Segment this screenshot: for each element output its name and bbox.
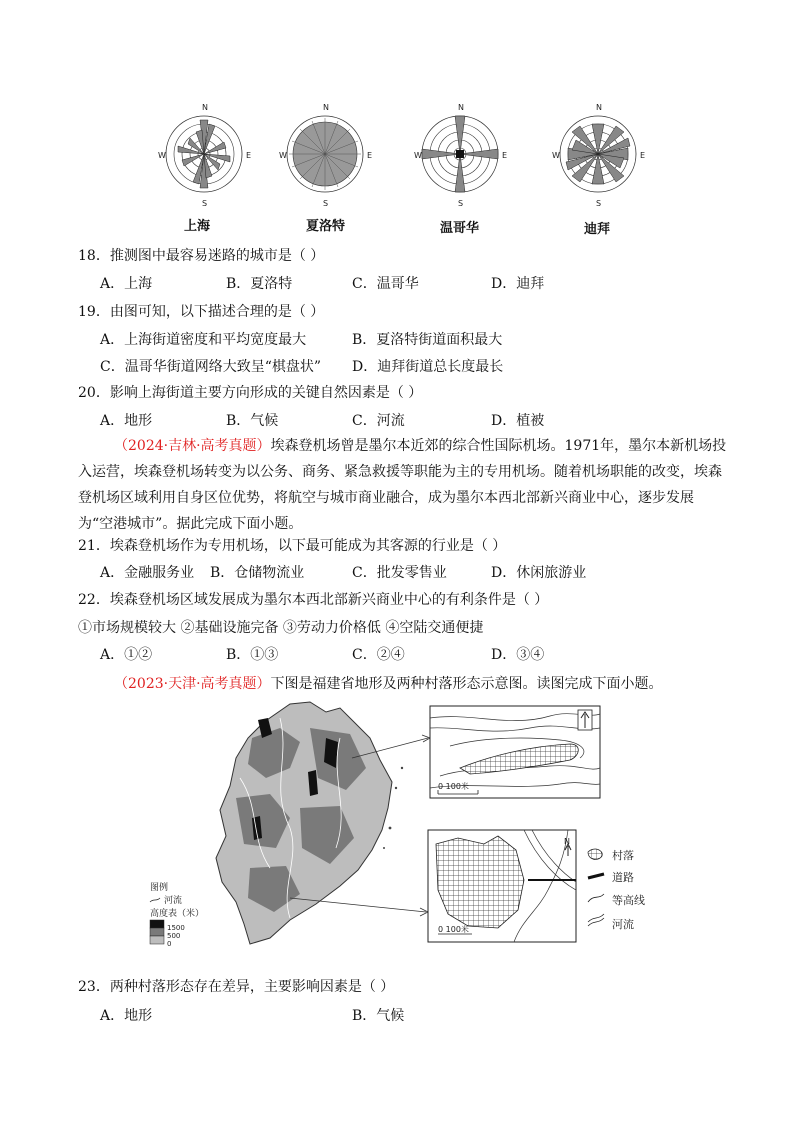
svg-text:N: N [202,103,208,112]
q21-option-b[interactable]: B．仓储物流业 [210,565,305,581]
passage-1 [78,433,728,537]
key-road: 道路 [612,871,634,884]
q18-option-d[interactable]: D．迪拜 [491,276,545,292]
legend-1500: 1500 [167,924,185,932]
passage-1-text: 埃森登机场曾是墨尔本近郊的综合性国际机场。1971年，墨尔本新机场投入运营，埃森登机场转变为以公务、商务、紧急救援等职能为主的专用机场。随着机场职能的改变，埃森登机场区域利用自身区位优势，将航空与城市商业融合，成为墨尔本西北部新兴商业中心，逐步发展为“空港城市”。据此完成下面小题。 [78,438,727,532]
rose-label-dubai: 迪拜 [584,222,611,237]
q23-option-a[interactable]: A．地形 [100,1008,153,1024]
rose-label-shanghai: 上海 [184,219,211,234]
passage-2-text: 下图是福建省地形及两种村落形态示意图。读图完成下面小题。 [270,676,663,692]
q18-option-a[interactable]: A．上海 [100,276,153,292]
inset-map-2 [428,830,576,942]
key-contour: 等高线 [612,894,645,907]
rose-shanghai [166,116,242,192]
svg-text:W: W [552,151,560,160]
passage-2-source: （2023·天津·高考真题） [114,676,271,692]
question-21: 21．埃森登机场作为专用机场，以下最可能成为其客源的行业是（ ） [78,538,507,554]
q22-option-a[interactable]: A．①② [100,647,153,663]
q19-option-a[interactable]: A．上海街道密度和平均宽度最大 [100,332,307,348]
svg-text:N: N [596,103,602,112]
key-river: 河流 [612,918,634,931]
svg-text:E: E [640,151,646,160]
key-village: 村落 [612,849,634,862]
q20-option-a[interactable]: A．地形 [100,413,153,429]
inset-key [588,848,645,931]
legend-500: 500 [167,932,181,940]
svg-text:S: S [323,199,329,208]
svg-text:W: W [158,151,166,160]
scale-label-2: 0 100米 [438,925,469,934]
passage-1-source: （2024·吉林·高考真题） [114,438,271,454]
question-20: 20．影响上海街道主要方向形成的关键自然因素是（ ） [78,385,423,401]
rose-dubai [560,116,636,192]
svg-text:W: W [279,151,287,160]
svg-text:S: S [202,199,208,208]
q18-option-b[interactable]: B．夏洛特 [226,276,293,292]
q22-conditions: ①市场规模较大 ②基础设施完备 ③劳动力价格低 ④空陆交通便捷 [78,620,484,636]
q21-option-a[interactable]: A．金融服务业 [100,565,195,581]
q20-option-d[interactable]: D．植被 [491,413,545,429]
q20-option-b[interactable]: B．气候 [226,413,279,429]
question-23: 23．两种村落形态存在差异，主要影响因素是（ ） [78,979,395,995]
q22-option-b[interactable]: B．①③ [226,647,279,663]
question-18: 18．推测图中最容易迷路的城市是（ ） [78,248,325,264]
passage-2 [114,674,663,694]
rose-label-charlotte: 夏洛特 [306,219,346,234]
svg-text:N: N [458,103,464,112]
svg-text:N: N [323,103,329,112]
legend-title: 图例 [150,883,169,893]
svg-text:E: E [246,151,252,160]
north-label: N [564,837,570,846]
q23-option-b[interactable]: B．气候 [352,1008,405,1024]
q22-option-c[interactable]: C．②④ [352,647,405,663]
q19-option-c[interactable]: C．温哥华街道网络大致呈“棋盘状” [100,359,322,375]
svg-text:E: E [367,151,373,160]
question-22: 22．埃森登机场区域发展成为墨尔本西北部新兴商业中心的有利条件是（ ） [78,592,549,608]
rose-vancouver [422,116,498,192]
q22-option-d[interactable]: D．③④ [491,647,545,663]
inset-map-1 [430,706,600,798]
fujian-map-svg [140,698,660,966]
q19-option-b[interactable]: B．夏洛特街道面积最大 [352,332,503,348]
svg-text:S: S [596,199,602,208]
question-19: 19．由图可知，以下描述合理的是（ ） [78,304,325,320]
legend-elev: 高度表（米） [150,909,205,919]
legend-0: 0 [167,940,172,948]
q19-option-d[interactable]: D．迪拜街道总长度最长 [352,359,504,375]
map-legend [150,881,204,948]
svg-text:E: E [502,151,508,160]
rose-label-vancouver: 温哥华 [440,221,480,236]
svg-text:S: S [458,199,464,208]
svg-text:W: W [414,151,422,160]
fujian-map-figure [140,698,660,966]
q18-option-c[interactable]: C．温哥华 [352,276,419,292]
q20-option-c[interactable]: C．河流 [352,413,405,429]
q21-option-d[interactable]: D．休闲旅游业 [491,565,587,581]
q21-option-c[interactable]: C．批发零售业 [352,565,447,581]
scale-label-1: 0 100米 [438,782,469,791]
legend-river: 河流 [164,896,183,906]
rose-charlotte [287,116,363,192]
